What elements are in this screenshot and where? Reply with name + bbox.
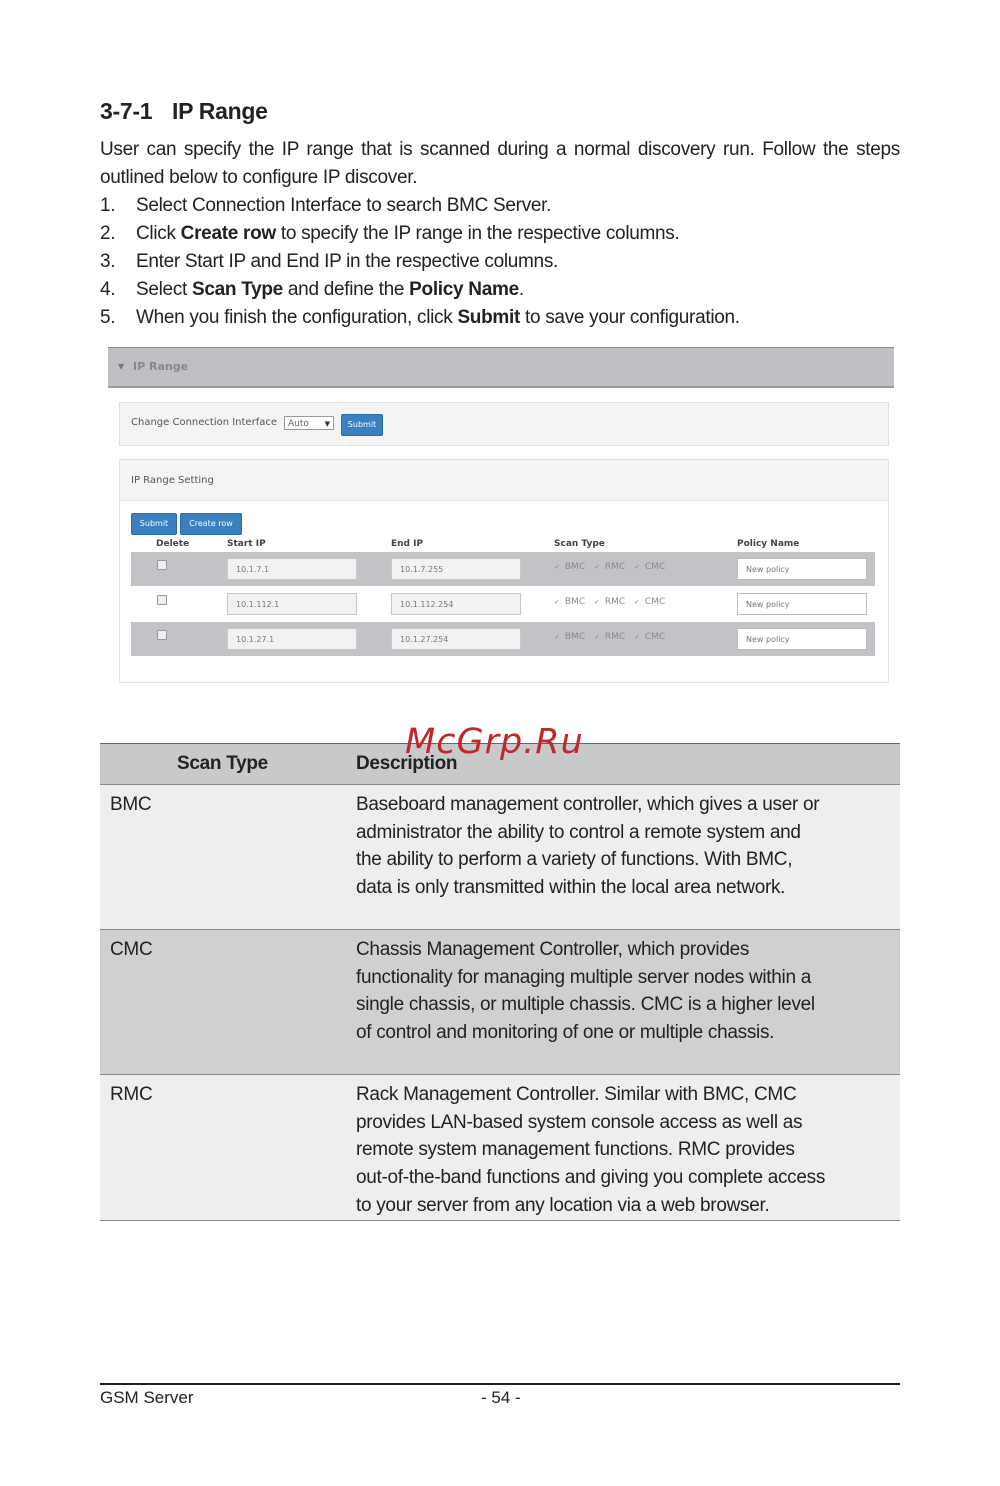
end-ip-input[interactable]: 10.1.27.254 xyxy=(391,628,521,650)
check-icon[interactable]: ✓ xyxy=(593,598,600,606)
col-header-scan-type: Scan Type xyxy=(554,539,605,549)
connection-label: Change Connection Interface xyxy=(131,417,277,428)
scan-type-cell: BMC xyxy=(100,785,356,930)
description-cell: Rack Management Controller. Similar with BMC, CMC provides LAN-based system console access as well as remote system management functions. RMC provides out-of-the-band functions and giving you complete access to your server from any location via a web browser. xyxy=(356,1075,900,1221)
create-row-button[interactable]: Create row xyxy=(180,513,242,535)
col-header-start-ip: Start IP xyxy=(227,539,266,549)
step-item: 5. When you finish the configuration, click Submit to save your configuration. xyxy=(100,307,740,328)
dropdown-arrow-icon: ▼ xyxy=(324,420,330,428)
ip-range-row xyxy=(131,552,875,586)
footer-divider xyxy=(100,1383,900,1385)
check-icon[interactable]: ✓ xyxy=(634,598,640,606)
table-row xyxy=(100,1075,900,1221)
footer-product: GSM Server xyxy=(100,1388,194,1407)
start-ip-input[interactable]: 10.1.7.1 xyxy=(227,558,357,580)
step-item: 1. Select Connection Interface to search BMC Server. xyxy=(100,195,552,216)
ip-range-setting-box xyxy=(119,459,889,683)
ip-range-row xyxy=(131,622,875,656)
step-item: 4. Select Scan Type and define the Policy Name. xyxy=(100,279,524,300)
col-header-end-ip: End IP xyxy=(391,539,424,549)
start-ip-input[interactable]: 10.1.27.1 xyxy=(227,628,357,650)
scan-type-cell: RMC xyxy=(100,1075,356,1221)
check-icon[interactable]: ✓ xyxy=(554,633,560,641)
ip-range-screenshot xyxy=(108,347,894,692)
watermark: McGrp.Ru xyxy=(405,722,584,762)
section-number: 3-7-1 xyxy=(100,98,153,124)
end-ip-input[interactable]: 10.1.7.255 xyxy=(391,558,521,580)
scan-type-options: ✓ BMC ✓ RMC ✓ CMC xyxy=(554,632,666,642)
col-header-delete: Delete xyxy=(156,539,190,549)
connection-select[interactable]: Auto ▼ xyxy=(284,416,334,430)
table-header-description: Description xyxy=(356,744,900,785)
scan-type-options: ✓ BMC ✓ RMC ✓ CMC xyxy=(554,597,666,607)
description-cell: Chassis Management Controller, which provides functionality for managing multiple server nodes within a single chassis, or multiple chassis. CMC is a higher level of control and monitoring of one or multiple chassis. xyxy=(356,930,900,1075)
steps-list xyxy=(100,192,900,332)
table-row xyxy=(100,930,900,1075)
scan-type-cell: CMC xyxy=(100,930,356,1075)
panel-header[interactable] xyxy=(108,347,894,388)
end-ip-input[interactable]: 10.1.112.254 xyxy=(391,593,521,615)
check-icon[interactable]: ✓ xyxy=(593,563,600,571)
ip-range-setting-header xyxy=(120,460,888,501)
connection-submit-button[interactable]: Submit xyxy=(341,414,383,436)
section-title: IP Range xyxy=(172,98,268,124)
check-icon[interactable]: ✓ xyxy=(634,563,640,571)
step-item: 3. Enter Start IP and End IP in the respective columns. xyxy=(100,251,558,272)
section-heading xyxy=(100,98,268,125)
table-row xyxy=(100,785,900,930)
check-icon[interactable]: ✓ xyxy=(634,633,640,641)
policy-name-input[interactable]: New policy xyxy=(737,593,867,615)
collapse-triangle-icon[interactable]: ▼ xyxy=(118,362,125,371)
scan-type-table xyxy=(100,743,900,1221)
step-item: 2. Click Create row to specify the IP range in the respective columns. xyxy=(100,223,680,244)
ip-range-setting-title: IP Range Setting xyxy=(131,475,214,486)
connection-interface-box xyxy=(119,402,889,446)
policy-name-input[interactable]: New policy xyxy=(737,558,867,580)
policy-name-input[interactable]: New policy xyxy=(737,628,867,650)
intro-paragraph: User can specify the IP range that is scanned during a normal discovery run. Follow the steps outlined below to configure IP discover. xyxy=(100,139,900,188)
check-icon[interactable]: ✓ xyxy=(554,598,560,606)
description-cell: Baseboard management controller, which gives a user or administrator the ability to control a remote system and the ability to perform a variety of functions. With BMC, data is only transmitted within the local area network. xyxy=(356,785,900,930)
table-header-scan-type: Scan Type xyxy=(100,744,356,785)
ip-range-row xyxy=(131,587,875,621)
panel-title: IP Range xyxy=(133,360,189,373)
scan-type-options: ✓ BMC ✓ RMC ✓ CMC xyxy=(554,562,666,572)
check-icon[interactable]: ✓ xyxy=(554,563,560,571)
page-number: - 54 - xyxy=(481,1388,521,1407)
start-ip-input[interactable]: 10.1.112.1 xyxy=(227,593,357,615)
col-header-policy-name: Policy Name xyxy=(737,539,800,549)
check-icon[interactable]: ✓ xyxy=(593,633,600,641)
submit-button[interactable]: Submit xyxy=(131,513,177,535)
delete-checkbox[interactable] xyxy=(157,560,167,570)
delete-checkbox[interactable] xyxy=(157,630,167,640)
delete-checkbox[interactable] xyxy=(157,595,167,605)
